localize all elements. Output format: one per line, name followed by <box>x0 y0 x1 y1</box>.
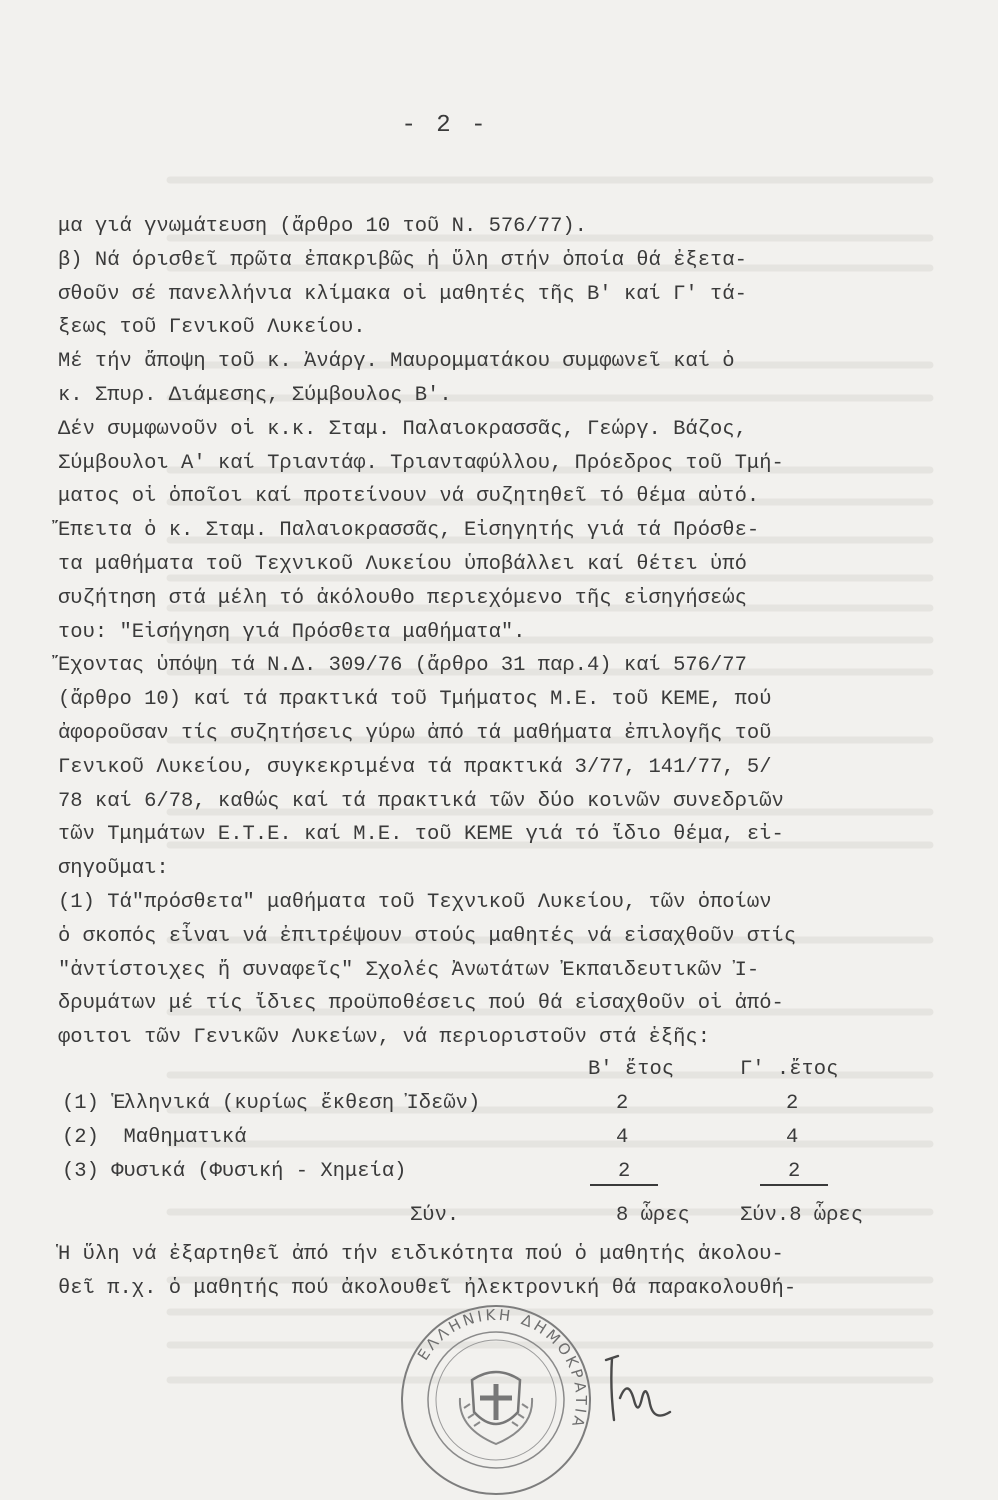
text-line: κ. Σπυρ. Διάμεσης, Σύμβουλος Β'. <box>58 383 452 407</box>
total-b: 8 ὧρες <box>616 1204 690 1227</box>
hours-b: 4 <box>616 1126 629 1149</box>
hours-c: 2 <box>786 1092 799 1115</box>
closing-paragraph <box>58 1238 938 1306</box>
subject-label: (3) Φυσικά (Φυσική - Χημεία) <box>62 1160 407 1183</box>
text-line: θεῖ π.χ. ὁ μαθητής πού ἀκολουθεῖ ἠλεκτρονική θά παρακολουθή- <box>58 1276 797 1300</box>
hours-c <box>760 1155 828 1189</box>
signature <box>598 1338 678 1438</box>
official-seal <box>398 1302 594 1498</box>
text-line: του: "Εἰσήγηση γιά Πρόσθετα μαθήματα". <box>58 620 526 644</box>
column-header-c-year: Γ' .ἔτος <box>740 1058 839 1081</box>
total-label: Σύν. <box>410 1204 460 1227</box>
coat-of-arms-icon <box>460 1372 532 1444</box>
text-line: ἀφοροῦσαν τίς συζητήσεις γύρω ἀπό τά μαθήματα ἐπιλογῆς τοῦ <box>58 721 772 745</box>
text-line: (ἄρθρο 10) καί τά πρακτικά τοῦ Τμήματος Μ.Ε. τοῦ ΚΕΜΕ, πού <box>58 688 772 712</box>
text-line: Γενικοῦ Λυκείου, συγκεκριμένα τά πρακτικά 3/77, 141/77, 5/ <box>58 755 772 779</box>
text-line: ματος οἱ ὁποῖοι καί προτείνουν νά συζητηθεῖ τό θέμα αὐτό. <box>58 485 760 509</box>
hours-b <box>590 1155 658 1189</box>
table-row <box>0 1155 998 1189</box>
text-line: Ἔπειτα ὁ κ. Σταμ. Παλαιοκρασσᾶς, Εἰσηγητής γιά τά Πρόσθε- <box>58 519 760 543</box>
svg-text:ΕΛΛΗΝΙΚΗ ΔΗΜΟΚΡΑΤΙΑ <box>414 1306 590 1432</box>
text-line: σηγοῦμαι: <box>58 857 169 881</box>
subject-label: (2) Μαθηματικά <box>62 1126 247 1149</box>
text-line: τῶν Τμημάτων Ε.Τ.Ε. καί Μ.Ε. τοῦ ΚΕΜΕ γιά τό ἴδιο θέμα, εἰ- <box>58 823 784 847</box>
hours-c: 4 <box>786 1126 799 1149</box>
text-line: τα μαθήματα τοῦ Τεχνικοῦ Λυκείου ὑποβάλλει καί θέτει ὑπό <box>58 552 747 576</box>
text-line: Δέν συμφωνοῦν οἱ κ.κ. Σταμ. Παλαιοκρασσᾶς, Γεώργ. Βάζος, <box>58 417 747 441</box>
text-line: σθοῦν σέ πανελλήνια κλίμακα οἱ μαθητές τῆς Β' καί Γ' τά- <box>58 282 747 306</box>
table-row <box>0 1121 998 1155</box>
text-line: μα γιά γνωμάτευση (ἄρθρο 10 τοῦ Ν. 576/77). <box>58 215 587 238</box>
text-line: (1) Τά"πρόσθετα" μαθήματα τοῦ Τεχνικοῦ Λυκείου, τῶν ὁποίων <box>58 890 772 914</box>
text-line: Ἡ ὕλη νά ἐξαρτηθεῖ ἀπό τήν ειδικότητα πού ὁ μαθητής ἀκολου- <box>58 1243 784 1266</box>
text-line: φοιτοι τῶν Γενικῶν Λυκείων, νά περιοριστοῦν στά ἑξῆς: <box>58 1026 711 1050</box>
body-paragraph <box>58 210 938 1055</box>
total-c: Σύν.8 ὧρες <box>740 1204 864 1227</box>
text-line: "ἀντίστοιχες ἤ συναφεῖς" Σχολές Ἀνωτάτων Ἐκπαιδευτικῶν Ἰ- <box>58 958 760 982</box>
text-line: β) Νά όρισθεῖ πρῶτα ἐπακριβῶς ἡ ὕλη στήν ὁποία θά ἐξετα- <box>58 248 747 272</box>
hours-c-value: 2 <box>760 1160 828 1186</box>
text-line: Ἔχοντας ὑπόψη τά Ν.Δ. 309/76 (ἄρθρο 31 παρ.4) καί 576/77 <box>58 654 747 678</box>
seal-text: ΕΛΛΗΝΙΚΗ ΔΗΜΟΚΡΑΤΙΑ <box>413 1305 591 1432</box>
text-line: ὁ σκοπός εἶναι νά ἐπιτρέψουν στούς μαθητές νά εἰσαχθοῦν στίς <box>58 924 797 948</box>
text-line: Σύμβουλοι Α' καί Τριαντάφ. Τριανταφύλλου, Πρόεδρος τοῦ Τμή- <box>58 451 784 475</box>
subject-label: (1) Ἑλληνικά (κυρίως ἔκθεση Ἰδεῶν) <box>62 1092 481 1115</box>
hours-table-header <box>0 1053 998 1087</box>
text-line: ξεως τοῦ Γενικοῦ Λυκείου. <box>58 316 366 340</box>
column-header-b-year: Β' ἔτος <box>588 1058 675 1081</box>
hours-b-value: 2 <box>590 1160 658 1186</box>
text-line: συζήτηση στά μέλη τό ἀκόλουθο περιεχόμενο τῆς εἰσηγήσεώς <box>58 586 747 610</box>
text-line: δρυμάτων μέ τίς ἴδιες προϋποθέσεις πού θά εἰσαχθοῦν οἱ ἀπό- <box>58 992 784 1016</box>
text-line: Μέ τήν ἄποψη τοῦ κ. Ἀνάργ. Μαυρομματάκου συμφωνεῖ καί ὁ <box>58 350 735 374</box>
page-number: - 2 - <box>401 112 489 139</box>
text-line: 78 καί 6/78, καθώς καί τά πρακτικά τῶν δύο κοινῶν συνεδριῶν <box>58 789 784 813</box>
table-total-row <box>0 1199 998 1233</box>
hours-b: 2 <box>616 1092 629 1115</box>
table-row <box>0 1087 998 1121</box>
